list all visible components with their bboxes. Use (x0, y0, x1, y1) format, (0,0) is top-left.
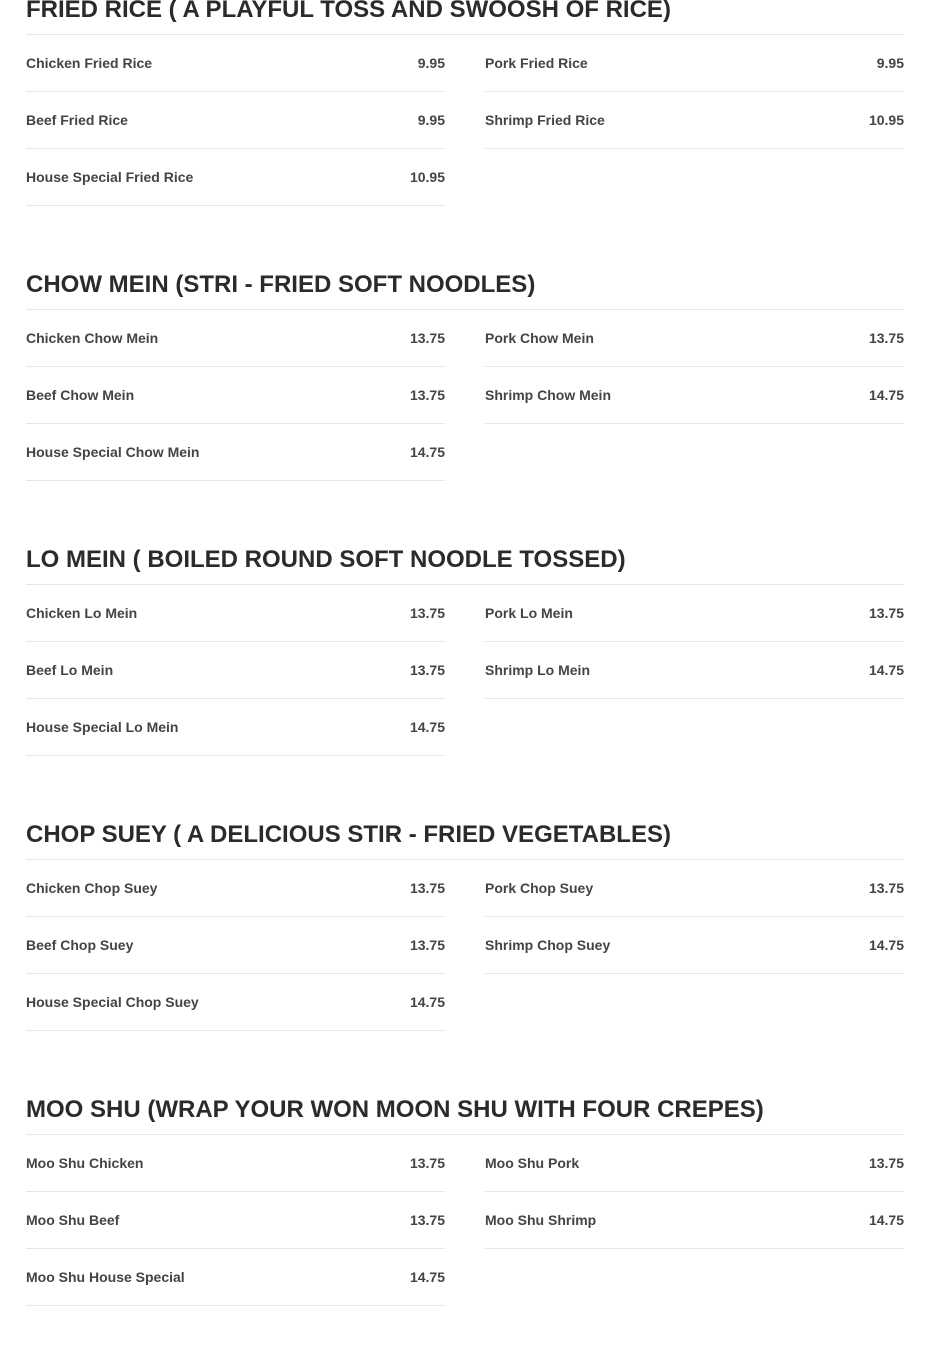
item-price: 9.95 (417, 55, 445, 71)
item-price: 10.95 (868, 112, 904, 128)
menu-item[interactable] (485, 917, 904, 974)
item-name: Beef Fried Rice (26, 112, 128, 128)
item-name: Moo Shu Shrimp (485, 1212, 597, 1228)
menu-item[interactable] (26, 424, 445, 481)
menu-item[interactable] (26, 92, 445, 149)
item-name: House Special Chop Suey (26, 994, 199, 1010)
item-price: 13.75 (868, 330, 904, 346)
menu-item[interactable] (26, 642, 445, 699)
menu-item[interactable] (26, 310, 445, 367)
menu-item[interactable] (26, 860, 445, 917)
menu-item[interactable] (26, 917, 445, 974)
item-name: Chicken Lo Mein (26, 605, 138, 621)
menu-item[interactable] (485, 367, 904, 424)
item-price: 14.75 (868, 662, 904, 678)
section-title: LO MEIN ( BOILED ROUND SOFT NOODLE TOSSED) (26, 535, 904, 585)
menu-item[interactable] (485, 92, 904, 149)
item-name: Shrimp Chow Mein (485, 387, 611, 403)
item-name: Beef Lo Mein (26, 662, 114, 678)
menu-item[interactable] (485, 310, 904, 367)
item-name: Beef Chow Mein (26, 387, 135, 403)
item-name: Shrimp Fried Rice (485, 112, 605, 128)
item-name: Shrimp Lo Mein (485, 662, 590, 678)
item-price: 14.75 (409, 719, 445, 735)
item-price: 13.75 (409, 1155, 445, 1171)
section-title: MOO SHU (WRAP YOUR WON MOON SHU WITH FOUR CREPES) (26, 1085, 904, 1135)
item-price: 13.75 (409, 880, 445, 896)
item-price: 13.75 (868, 1155, 904, 1171)
item-name: Shrimp Chop Suey (485, 937, 611, 953)
menu-item[interactable] (485, 860, 904, 917)
menu-section-lo-mein (26, 535, 904, 810)
item-name: Chicken Fried Rice (26, 55, 153, 71)
item-price: 14.75 (868, 387, 904, 403)
menu-item[interactable] (485, 1135, 904, 1192)
menu-item[interactable] (26, 699, 445, 756)
menu-section-chop-suey (26, 810, 904, 1085)
menu-item[interactable] (26, 367, 445, 424)
item-name: House Special Chow Mein (26, 444, 200, 460)
item-name: Moo Shu Beef (26, 1212, 120, 1228)
menu-item[interactable] (26, 1192, 445, 1249)
menu-item[interactable] (26, 149, 445, 206)
item-name: Chicken Chow Mein (26, 330, 159, 346)
item-name: Chicken Chop Suey (26, 880, 158, 896)
section-title: CHOP SUEY ( A DELICIOUS STIR - FRIED VEGETABLES) (26, 810, 904, 860)
item-name: Pork Lo Mein (485, 605, 573, 621)
item-price: 13.75 (409, 1212, 445, 1228)
item-price: 14.75 (409, 994, 445, 1010)
item-price: 9.95 (876, 55, 904, 71)
item-name: Moo Shu House Special (26, 1269, 185, 1285)
menu-section-moo-shu (26, 1085, 904, 1360)
item-name: Pork Fried Rice (485, 55, 588, 71)
menu (26, 0, 904, 1360)
item-price: 9.95 (417, 112, 445, 128)
menu-item[interactable] (485, 1192, 904, 1249)
menu-item[interactable] (26, 35, 445, 92)
menu-item[interactable] (485, 35, 904, 92)
menu-item[interactable] (26, 1249, 445, 1306)
section-title: FRIED RICE ( A PLAYFUL TOSS AND SWOOSH OF RICE) (26, 0, 904, 35)
menu-item[interactable] (26, 585, 445, 642)
menu-item[interactable] (26, 1135, 445, 1192)
item-price: 14.75 (409, 1269, 445, 1285)
item-price: 13.75 (868, 605, 904, 621)
item-price: 13.75 (409, 605, 445, 621)
item-price: 14.75 (868, 937, 904, 953)
item-price: 13.75 (409, 937, 445, 953)
item-name: Moo Shu Pork (485, 1155, 580, 1171)
item-price: 13.75 (868, 880, 904, 896)
item-name: House Special Fried Rice (26, 169, 194, 185)
menu-item[interactable] (26, 974, 445, 1031)
item-name: House Special Lo Mein (26, 719, 179, 735)
item-name: Pork Chow Mein (485, 330, 594, 346)
item-price: 14.75 (868, 1212, 904, 1228)
menu-section-chow-mein (26, 260, 904, 535)
item-price: 10.95 (409, 169, 445, 185)
item-price: 14.75 (409, 444, 445, 460)
menu-item[interactable] (485, 642, 904, 699)
section-title: CHOW MEIN (STRI - FRIED SOFT NOODLES) (26, 260, 904, 310)
item-name: Moo Shu Chicken (26, 1155, 144, 1171)
menu-item[interactable] (485, 585, 904, 642)
item-name: Beef Chop Suey (26, 937, 134, 953)
item-price: 13.75 (409, 662, 445, 678)
menu-section-fried-rice (26, 0, 904, 260)
item-name: Pork Chop Suey (485, 880, 594, 896)
item-price: 13.75 (409, 387, 445, 403)
item-price: 13.75 (409, 330, 445, 346)
